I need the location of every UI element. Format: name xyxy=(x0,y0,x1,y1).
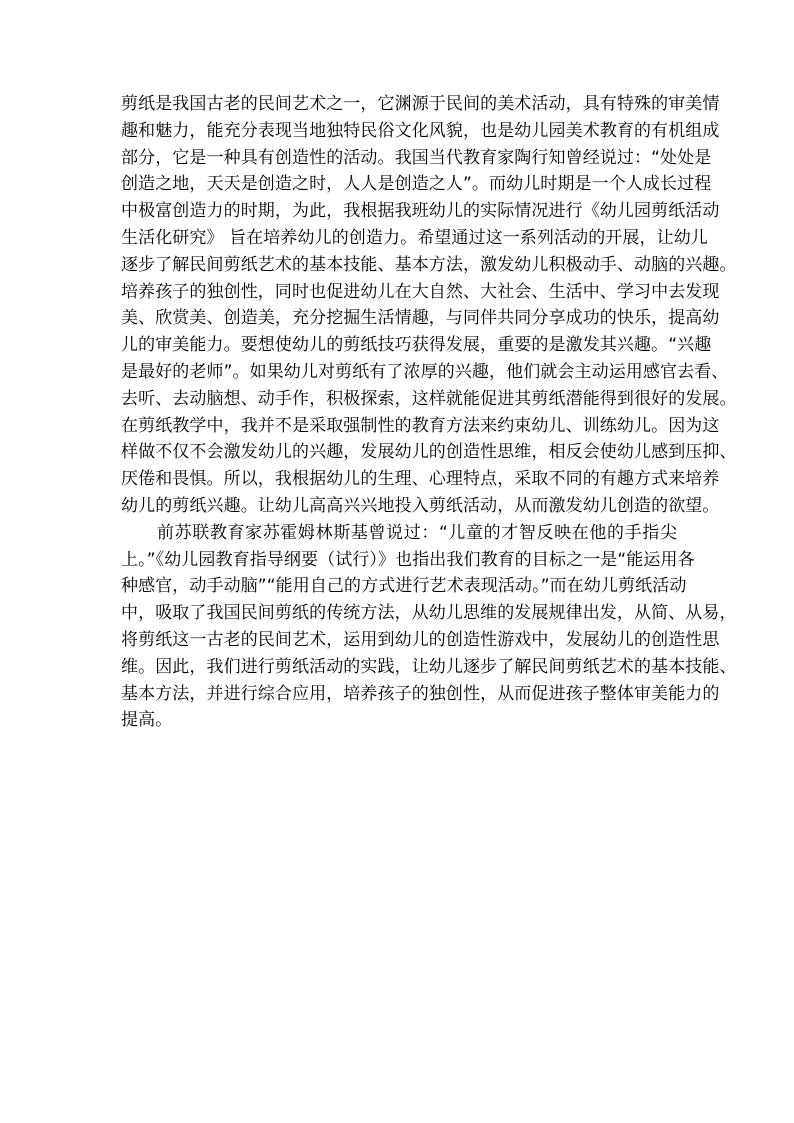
text-line: 剪纸是我国古老的民间艺术之一，它渊源于民间的美术活动，具有特殊的审美情 xyxy=(121,94,720,114)
text-line: 种感官，动手动脑”“能用自己的方式进行艺术表现活动。”而在幼儿剪纸活动 xyxy=(121,576,687,597)
document-body xyxy=(121,91,737,734)
text-line: 中极富创造力的时期，为此，我根据我班幼儿的实际情况进行《幼儿园剪纸活动 xyxy=(121,201,720,222)
text-line: 将剪纸这一古老的民间艺术，运用到幼儿的创造性游戏中，发展幼儿的创造性思 xyxy=(121,629,720,650)
text-line: 基本方法，并进行综合应用，培养孩子的独创性，从而促进孩子整体审美能力的 xyxy=(121,683,720,704)
text-line: 样做不仅不会激发幼儿的兴趣，发展幼儿的创造性思维，相反会使幼儿感到压抑、 xyxy=(121,442,737,463)
text-line: 提高。 xyxy=(121,710,173,731)
text-line: 逐步了解民间剪纸艺术的基本技能、基本方法，激发幼儿积极动手、动脑的兴趣。 xyxy=(121,254,737,275)
paragraph-1 xyxy=(121,91,737,520)
paragraph-2 xyxy=(121,520,737,734)
text-line: 幼儿的剪纸兴趣。让幼儿高高兴兴地投入剪纸活动，从而激发幼儿创造的欲望。 xyxy=(121,495,720,516)
text-line: 培养孩子的独创性，同时也促进幼儿在大自然、大社会、生活中、学习中去发现 xyxy=(121,281,720,302)
text-line: 儿的审美能力。要想使幼儿的剪纸技巧获得发展，重要的是激发其兴趣。“兴趣 xyxy=(121,335,712,356)
text-line: 生活化研究》 旨在培养幼儿的创造力。希望通过这一系列活动的开展，让幼儿 xyxy=(121,227,708,248)
text-line: 是最好的老师”。如果幼儿对剪纸有了浓厚的兴趣，他们就会主动运用感官去看、 xyxy=(121,361,729,382)
text-line: 趣和魅力，能充分表现当地独特民俗文化风貌，也是幼儿园美术教育的有机组成 xyxy=(121,120,720,141)
text-line: 厌倦和畏惧。所以，我根据幼儿的生理、心理特点，采取不同的有趣方式来培养 xyxy=(121,469,720,490)
text-line: 部分，它是一种具有创造性的活动。我国当代教育家陶行知曾经说过：“处处是 xyxy=(121,147,712,168)
text-line: 去听、去动脑想、动手作，积极探索，这样就能促进其剪纸潜能得到很好的发展。 xyxy=(121,388,737,409)
text-line: 维。因此，我们进行剪纸活动的实践，让幼儿逐步了解民间剪纸艺术的基本技能、 xyxy=(121,656,737,677)
text-line: 中，吸取了我国民间剪纸的传统方法，从幼儿思维的发展规律出发，从简、从易， xyxy=(121,603,737,624)
text-line: 在剪纸教学中，我并不是采取强制性的教育方法来约束幼儿、训练幼儿。因为这 xyxy=(121,415,720,436)
text-line: 前苏联教育家苏霍姆林斯基曾说过：“儿童的才智反映在他的手指尖 xyxy=(157,522,677,543)
text-line: 创造之地，天天是创造之时，人人是创造之人”。而幼儿时期是一个人成长过程 xyxy=(121,174,712,195)
text-line: 上。”《幼儿园教育指导纲要（试行）》也指出我们教育的目标之一是“能运用各 xyxy=(121,549,695,570)
text-line: 美、欣赏美、创造美，充分挖掘生活情趣，与同伴共同分享成功的快乐，提高幼 xyxy=(121,308,720,329)
